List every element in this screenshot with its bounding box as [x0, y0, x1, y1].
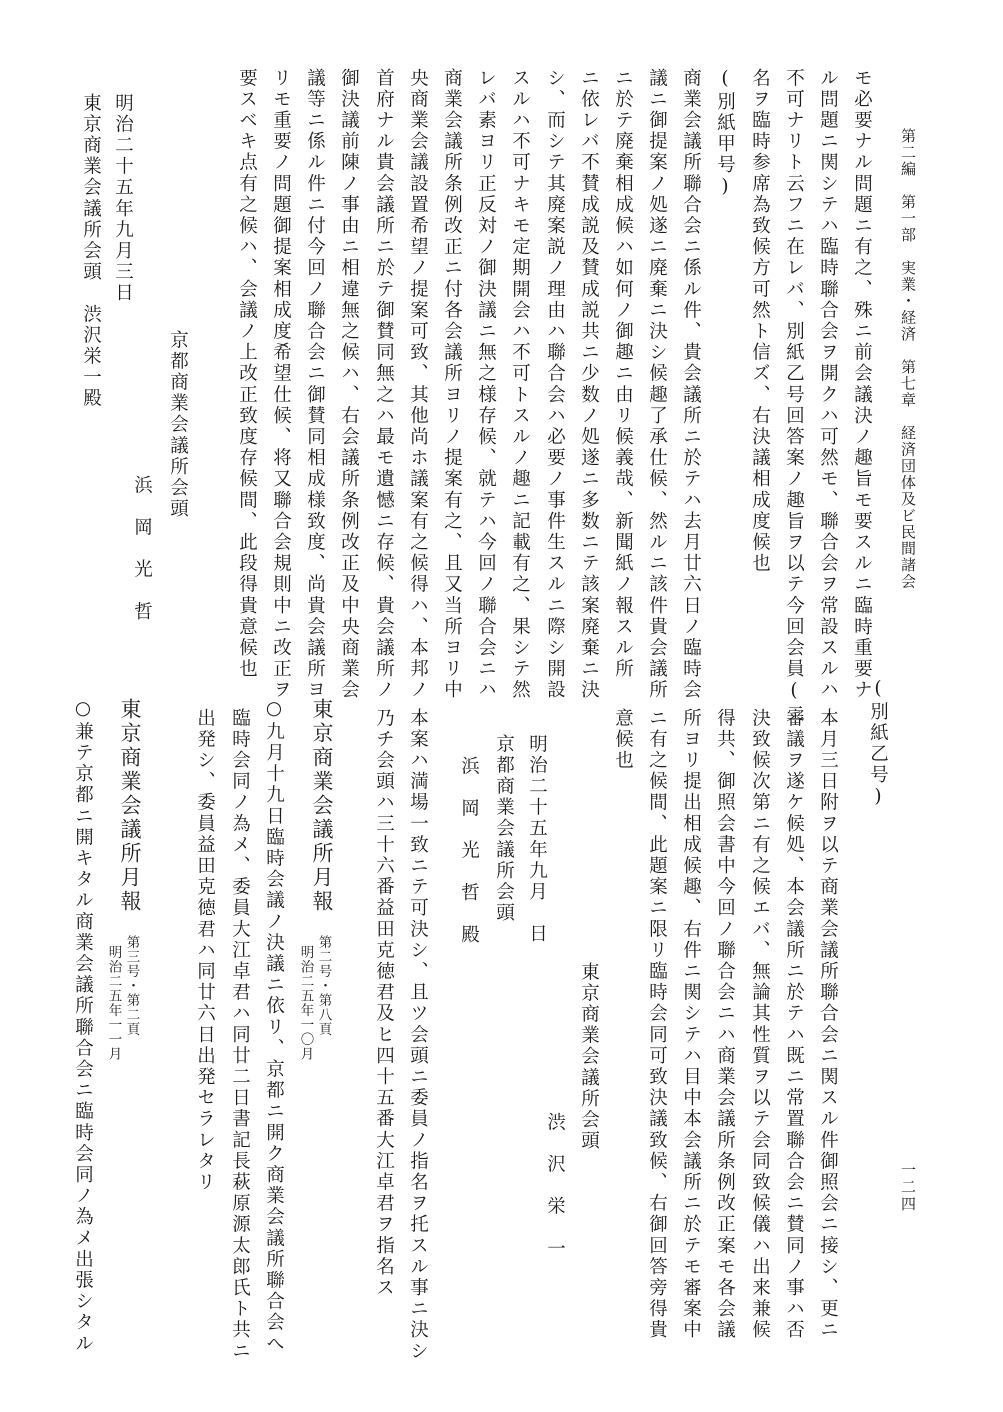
text-line: 商業会議所聯合会ニ係ル件、貴会議所ニ於テハ去月廿六日ノ臨時会 — [680, 68, 702, 701]
source-title: 東京商業会議所月報 — [118, 698, 142, 914]
text-line: 出発シ、委員益田克徳君ハ同廿六日出発セラレタリ — [194, 708, 216, 1194]
text-line: 不可ナリト云フニ在レバ、別紙乙号回答案ノ趣旨ヲ以テ今回会員(二 — [783, 68, 805, 725]
section-heading: (別紙甲号) — [714, 68, 736, 200]
source-date: 明治二五年一〇月 — [297, 945, 314, 1061]
text-line: ○兼テ京都ニ開キタル商業会議所聯合会ニ臨時会同ノ為メ出張シタル — [72, 698, 94, 1355]
text-line: リモ重要ノ問題御提案相成度希望仕候、将又聯合会規則中ニ改正ヲ — [270, 68, 292, 701]
text-line: 意候也 — [612, 708, 634, 772]
text-line: 所ヨリ提出相成候趣、右件ニ関シテハ目中本会議所ニ於テモ審案中 — [680, 708, 702, 1341]
source-reference: 第三号・第二頁 — [123, 935, 140, 1037]
text-line: 得共、御照会書中今回ノ聯合会ニハ商業会議所条例改正案モ各会議 — [714, 708, 736, 1341]
text-line: ニ依レバ不賛成説及賛成説共ニ少数ノ処遂ニ多数ニテ該案廃棄ニ決 — [578, 68, 600, 701]
sender-name: 浜 岡 光 哲 — [131, 475, 153, 623]
text-line: 乃チ会頭ハ三十六番益田克徳君及ヒ四十五番大江卓君ヲ指名ス — [373, 708, 395, 1299]
letter-addressee: 東京商業会議所会頭 渋沢栄一殿 — [80, 93, 102, 410]
text-line: 首府ナル貴会議所ニ於テ御賛同無之ハ最モ遺憾ニ存候、貴会議所ノ — [373, 68, 395, 701]
text-line: レバ素ヨリ正反対ノ御決議ニ無之様存候、就テハ今回ノ聯合会ニハ — [475, 68, 497, 701]
sender-organization: 京都商業会議所会頭 — [167, 330, 189, 520]
text-line: シ、而シテ其廃案説ノ理由ハ聯合会ハ必要ノ事件生スルニ際シ開設 — [544, 68, 566, 701]
section-heading: (別紙乙号) — [867, 678, 889, 810]
text-line: ニ有之候間、此題案ニ限リ臨時会同可致決議致候、右御回答旁得貴 — [646, 708, 668, 1341]
text-line: 審議ヲ遂ケ候処、本会議所ニ於テハ既ニ常置聯合会ニ賛同ノ事ハ否 — [783, 708, 805, 1341]
page-number: 一二四 — [899, 1162, 917, 1213]
text-line: 本案ハ満場一致ニテ可決シ、且ツ会頭ニ委員ノ指名ヲ托スル事ニ決シ — [407, 708, 429, 1363]
running-head: 第二編 第一部 実業・経済 第七章 経済団体及ビ民間諸会 — [899, 128, 917, 590]
text-line: ル問題ニ関シテハ臨時聯合会ヲ開クハ可然モ、聯合会ヲ常設スルハ — [817, 68, 839, 701]
text-line: スルハ不可ナキモ定期開会ハ不可トスルノ趣ニ記載有之、果シテ然 — [509, 68, 531, 701]
text-line: 議等ニ係ル件ニ付今回ノ聯合会ニ御賛同相成様致度、尚貴会議所ヨ — [304, 68, 326, 701]
letter-date: 明治二十五年九月三日 — [112, 93, 134, 304]
source-reference: 第二号・第八頁 — [315, 935, 332, 1037]
text-line: ○九月十九日臨時会議ノ決議ニ依リ、京都ニ開ク商業会議所聯合会へ — [263, 698, 285, 1355]
text-line: 商業会議所条例改正ニ付各会議所ヨリノ提案有之、且又当所ヨリ中 — [441, 68, 463, 701]
addressee-name: 浜 岡 光 哲 殿 — [458, 756, 480, 946]
sender-name: 渋 沢 栄 一 — [544, 1112, 566, 1260]
text-line: 要スベキ点有之候ハ、会議ノ上改正致度存候間、此段得貴意候也 — [236, 68, 258, 680]
text-line: 本月三日附ヲ以テ商業会議所聯合会ニ関スル件御照会ニ接シ、更ニ — [817, 708, 839, 1341]
text-line: 名ヲ臨時参席為致候方可然ト信ズ、右決議相成度候也 — [749, 68, 771, 575]
sender-organization: 東京商業会議所会頭 — [578, 962, 600, 1152]
text-line: 臨時会同ノ為メ、委員大江卓君ハ同廿二日書記長萩原源太郎氏ト共ニ — [229, 708, 251, 1363]
source-title: 東京商業会議所月報 — [310, 698, 334, 914]
addressee-organization: 京都商業会議所会頭 — [493, 734, 515, 924]
source-date: 明治二五年一一月 — [105, 945, 122, 1061]
text-line: 御決議前陳ノ事由ニ相違無之候ハ、右会議所条例改正及中央商業会 — [338, 68, 360, 701]
text-line: ニ於テ廃棄相成候ハ如何ノ御趣ニ由リ候義哉、新聞紙ノ報スル所 — [612, 68, 634, 680]
letter-date: 明治二十五年九月 日 — [526, 734, 548, 945]
text-line: モ必要ナル問題ニ有之、殊ニ前会議決ノ趣旨モ要スルニ臨時重要ナ — [851, 68, 873, 701]
text-line: 議ニ御提案ノ処遂ニ廃棄ニ決シ候趣了承仕候、然ルニ該件貴会議所 — [646, 68, 668, 701]
text-line: 央商業会議設置希望ノ提案可致、其他尚ホ議案有之候得ハ、本邦ノ — [407, 68, 429, 701]
text-line: 決致候次第ニ有之候エバ、無論其性質ヲ以テ会同致候儀ハ出来兼候 — [749, 708, 771, 1341]
